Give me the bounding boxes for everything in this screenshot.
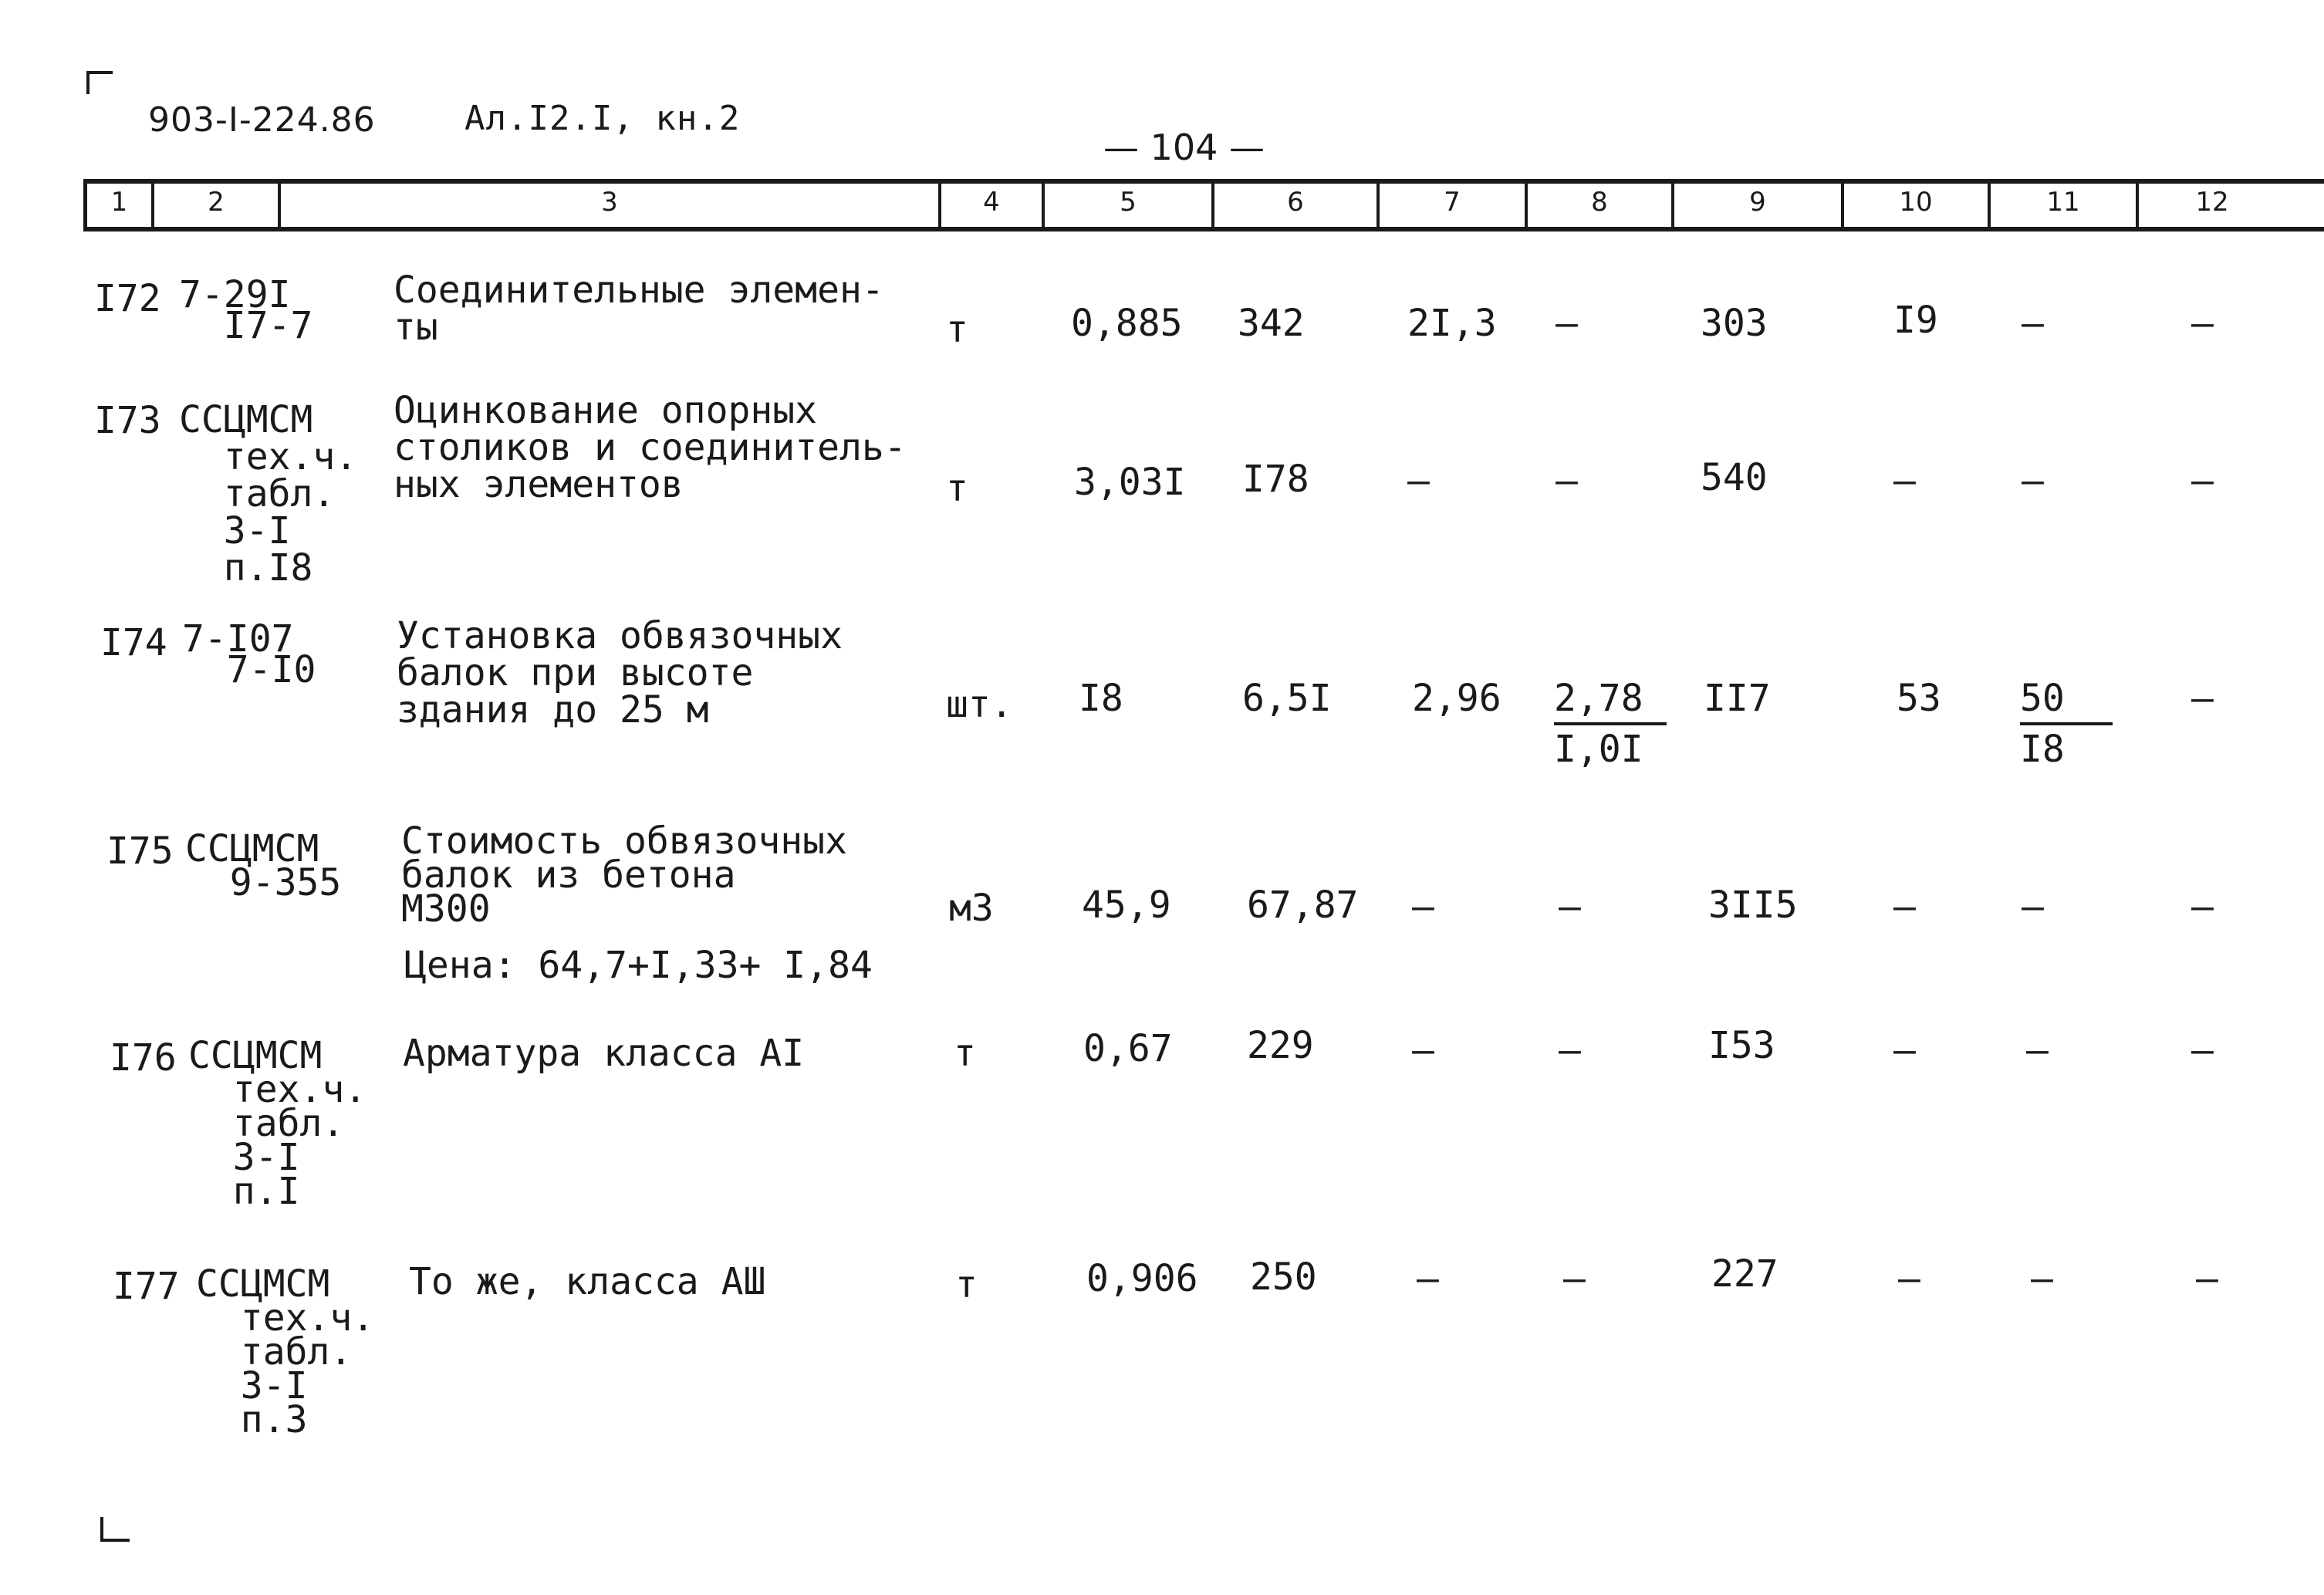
column-number: 4	[983, 187, 1000, 218]
quantity: I8	[1079, 677, 1123, 720]
col8-denominator: I,0I	[1554, 728, 1643, 771]
quantity: 0,67	[1083, 1027, 1173, 1070]
page-number: — 104 —	[1103, 127, 1265, 168]
norm-code: ССЦМСМ 9-355	[185, 827, 342, 904]
column-number: 7	[1444, 187, 1461, 218]
col9-value: 3II5	[1708, 884, 1798, 927]
unit: м3	[949, 887, 994, 930]
column-number: 9	[1749, 187, 1766, 218]
row-number: I75	[106, 830, 174, 873]
column-number: 2	[208, 187, 225, 218]
col10-value: –	[1893, 885, 1916, 928]
col12-value: –	[2191, 677, 2214, 720]
row-number: I77	[113, 1265, 180, 1308]
col11-fraction	[2020, 679, 2113, 769]
col6-value: I78	[1242, 458, 1309, 501]
work-name: Оцинкование опорных столиков и соединитель- ных элементов	[394, 389, 907, 506]
norm-code: ССЦМСМ тех.ч. табл. 3-I п.3	[196, 1262, 375, 1441]
col11-denominator: I8	[2020, 728, 2065, 771]
col10-value: –	[1893, 459, 1916, 502]
col6-value: 6,5I	[1242, 677, 1332, 720]
col12-value: –	[2191, 459, 2214, 502]
col8-value: –	[1556, 302, 1578, 345]
col9-value: 540	[1701, 456, 1768, 499]
document-code: 903-I-224.86	[148, 100, 376, 140]
norm-code: 7-I07 7-I0	[182, 617, 316, 691]
col9-value: 227	[1711, 1252, 1778, 1296]
row-number: I74	[100, 621, 167, 664]
column-number: 12	[2195, 187, 2229, 218]
corner-mark-top-left	[86, 71, 113, 94]
row-number: I73	[94, 399, 161, 442]
col8-value: –	[1556, 459, 1578, 502]
col10-value: 53	[1897, 677, 1941, 720]
column-number: 1	[110, 187, 128, 218]
column-number: 10	[1899, 187, 1933, 218]
unit: т	[946, 467, 968, 510]
col8-value: –	[1559, 1029, 1581, 1072]
col10-value: –	[1898, 1257, 1920, 1300]
col9-value: 303	[1701, 302, 1768, 345]
col11-value: –	[2022, 885, 2044, 928]
quantity: 45,9	[1082, 884, 1171, 927]
col12-value: –	[2196, 1257, 2218, 1300]
quantity: 0,906	[1086, 1257, 1198, 1300]
col11-value: –	[2026, 1029, 2049, 1072]
norm-code: ССЦМСМ тех.ч. табл. 3-I п.I8	[179, 398, 358, 590]
corner-mark-bottom-left	[100, 1517, 130, 1542]
col9-value: I53	[1708, 1024, 1775, 1067]
row-number: I72	[94, 277, 161, 320]
col11-numerator: 50	[2020, 679, 2113, 725]
unit: т	[946, 308, 968, 351]
col6-value: 67,87	[1247, 884, 1359, 927]
column-number: 8	[1591, 187, 1608, 218]
column-number: 3	[601, 187, 618, 218]
norm-code: ССЦМСМ тех.ч. табл. 3-I п.I	[188, 1034, 367, 1213]
unit: т	[955, 1263, 978, 1306]
col8-numerator: 2,78	[1554, 679, 1667, 725]
col7-value: 2I,3	[1407, 302, 1497, 345]
column-number: 6	[1287, 187, 1304, 218]
col11-value: –	[2031, 1257, 2053, 1300]
col10-value: I9	[1893, 299, 1938, 342]
col11-value: –	[2022, 302, 2044, 345]
col10-value: –	[1893, 1029, 1916, 1072]
quantity: 0,885	[1071, 302, 1183, 345]
col8-value: –	[1559, 885, 1581, 928]
work-name: Установка обвязочных балок при высоте здания до 25 м	[397, 614, 843, 732]
column-number: 5	[1120, 187, 1137, 218]
work-name: Соединительные элемен- ты	[394, 269, 884, 349]
work-name: То же, класса АШ	[409, 1260, 766, 1303]
unit: шт.	[946, 683, 1013, 726]
price-note: Цена: 64,7+I,33+ I,84	[404, 944, 873, 987]
unit: т	[954, 1032, 976, 1075]
col6-value: 250	[1250, 1255, 1317, 1299]
col12-value: –	[2191, 302, 2214, 345]
album-reference: Ал.I2.I, кн.2	[464, 99, 741, 138]
norm-code: 7-29I I7-7	[179, 273, 313, 347]
col7-value: –	[1407, 459, 1430, 502]
col11-value: –	[2022, 459, 2044, 502]
col6-value: 229	[1247, 1024, 1314, 1067]
col12-value: –	[2191, 885, 2214, 928]
col8-value: –	[1563, 1257, 1586, 1300]
work-name: Арматура класса АI	[403, 1032, 805, 1075]
col8-fraction	[1554, 679, 1667, 769]
quantity: 3,03I	[1074, 461, 1186, 504]
col7-value: 2,96	[1412, 677, 1501, 720]
work-name: Стоимость обвязочных балок из бетона М300	[401, 819, 847, 931]
column-number: 11	[2046, 187, 2080, 218]
col6-value: 342	[1238, 302, 1305, 345]
col7-value: –	[1417, 1257, 1439, 1300]
col12-value: –	[2191, 1029, 2214, 1072]
row-number: I76	[110, 1036, 177, 1080]
col7-value: –	[1412, 1029, 1434, 1072]
col9-value: II7	[1704, 677, 1771, 720]
col7-value: –	[1412, 885, 1434, 928]
